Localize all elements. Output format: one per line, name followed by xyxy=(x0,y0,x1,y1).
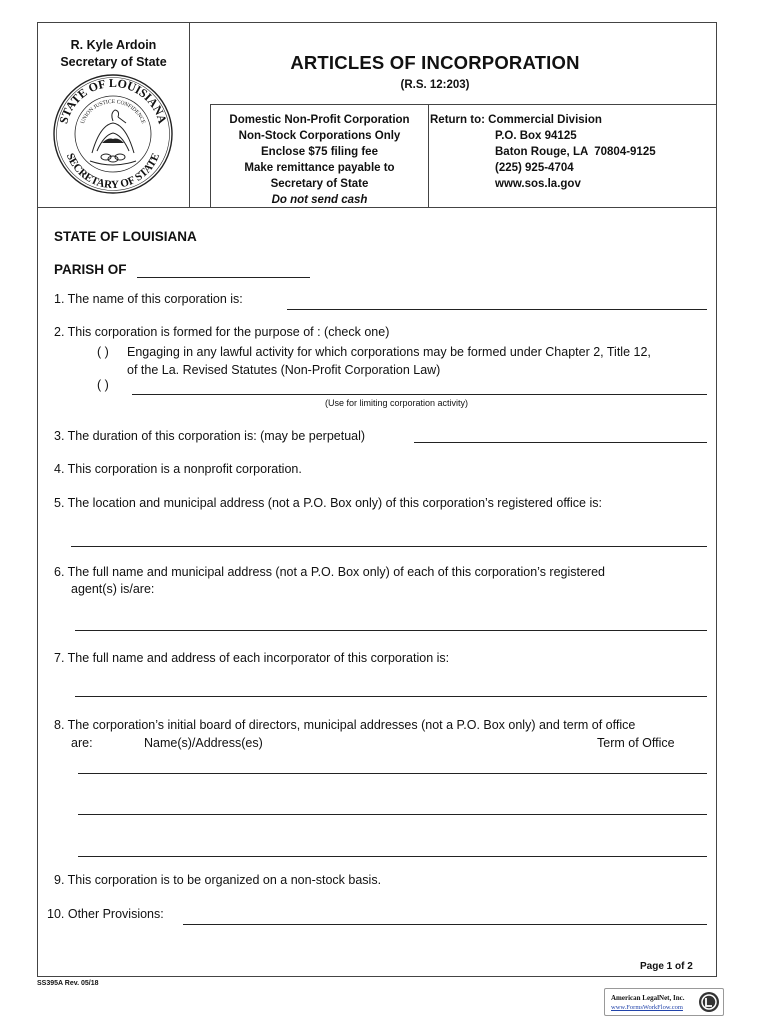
official-title: Secretary of State xyxy=(60,55,167,69)
director-field-1[interactable] xyxy=(78,773,707,774)
page-number: Page 1 of 2 xyxy=(640,961,693,972)
filing-instructions xyxy=(210,112,429,208)
return-line: P.O. Box 94125 xyxy=(495,130,577,142)
directors-names-header: Name(s)/Address(es) xyxy=(144,736,263,750)
instruction-line: Make remittance payable to xyxy=(244,162,395,174)
svg-text:UNION JUSTICE CONFIDENCE: UNION JUSTICE CONFIDENCE xyxy=(79,98,147,125)
page-title: ARTICLES OF INCORPORATION xyxy=(290,52,580,73)
item-10: 10. Other Provisions: xyxy=(47,907,164,921)
return-line: Baton Rouge, LA 70804-9125 xyxy=(495,146,656,158)
return-address xyxy=(430,112,656,192)
item-8: 8. The corporation’s initial board of directors, municipal addresses (not a P.O. Box only) and term of office xyxy=(54,718,636,732)
svg-text:STATE OF LOUISIANA: STATE OF LOUISIANA xyxy=(56,75,170,126)
form-revision: SS395A Rev. 05/18 xyxy=(37,980,99,987)
return-line: Commercial Division xyxy=(488,114,602,126)
svg-text:SECRETARY OF STATE: SECRETARY OF STATE xyxy=(63,151,163,192)
purpose-option-general-cont: of the La. Revised Statutes (Non-Profit Corporation Law) xyxy=(127,363,441,377)
term-of-office-header: Term of Office xyxy=(597,736,675,750)
limited-purpose-field[interactable] xyxy=(132,394,707,395)
corporation-name-field[interactable] xyxy=(287,309,707,310)
item-6-cont: agent(s) is/are: xyxy=(71,582,155,596)
publisher-name: American LegalNet, Inc. xyxy=(611,994,685,1002)
instruction-warning: Do not send cash xyxy=(271,194,368,206)
return-link[interactable]: www.sos.la.gov xyxy=(495,178,581,190)
director-field-2[interactable] xyxy=(78,814,707,815)
limited-purpose-hint: (Use for limiting corporation activity) xyxy=(325,398,469,408)
parish-field[interactable] xyxy=(137,277,310,278)
purpose-checkbox-limited[interactable]: ( ) xyxy=(97,378,109,392)
purpose-checkbox-general[interactable]: ( ) xyxy=(97,345,109,359)
info-box-top-border xyxy=(210,104,429,105)
return-label: Return to: xyxy=(430,114,485,126)
item-5: 5. The location and municipal address (not a P.O. Box only) of this corporation’s registered office is: xyxy=(54,496,602,510)
director-field-3[interactable] xyxy=(78,856,707,857)
statute-reference: (R.S. 12:203) xyxy=(400,79,470,91)
incorporator-field[interactable] xyxy=(75,696,707,697)
instruction-line: Enclose $75 filing fee xyxy=(261,146,378,158)
louisiana-seal-icon xyxy=(52,73,174,195)
item-2: 2. This corporation is formed for the purpose of : (check one) xyxy=(54,325,390,339)
other-provisions-field[interactable] xyxy=(183,924,707,925)
purpose-option-general: Engaging in any lawful activity for which corporations may be formed under Chapter 2, Title 12, xyxy=(127,345,651,359)
official-block xyxy=(37,37,190,71)
instruction-line: Non-Stock Corporations Only xyxy=(238,130,401,142)
item-3: 3. The duration of this corporation is: (may be perpetual) xyxy=(54,429,366,443)
item-6: 6. The full name and municipal address (not a P.O. Box only) of each of this corporation’s registered xyxy=(54,565,606,579)
item-4: 4. This corporation is a nonprofit corporation. xyxy=(54,462,302,476)
return-box-top-border xyxy=(429,104,717,105)
registered-office-field[interactable] xyxy=(71,546,707,547)
instruction-line: Domestic Non-Profit Corporation xyxy=(229,114,410,126)
return-line: (225) 925-4704 xyxy=(495,162,574,174)
publisher-logo-icon xyxy=(698,991,720,1013)
registered-agent-field[interactable] xyxy=(75,630,707,631)
item-1: 1. The name of this corporation is: xyxy=(54,292,243,306)
state-heading: STATE OF LOUISIANA xyxy=(54,229,197,244)
official-name: R. Kyle Ardoin xyxy=(70,38,157,52)
item-9: 9. This corporation is to be organized on a non-stock basis. xyxy=(54,873,382,887)
publisher-link[interactable]: www.FormsWorkFlow.com xyxy=(611,1004,683,1011)
duration-field[interactable] xyxy=(414,442,707,443)
instruction-line: Secretary of State xyxy=(270,178,369,190)
parish-label: PARISH OF xyxy=(54,262,127,277)
item-8-are: are: xyxy=(71,736,93,750)
item-7: 7. The full name and address of each incorporator of this corporation is: xyxy=(54,651,450,665)
publisher-badge xyxy=(604,988,724,1016)
